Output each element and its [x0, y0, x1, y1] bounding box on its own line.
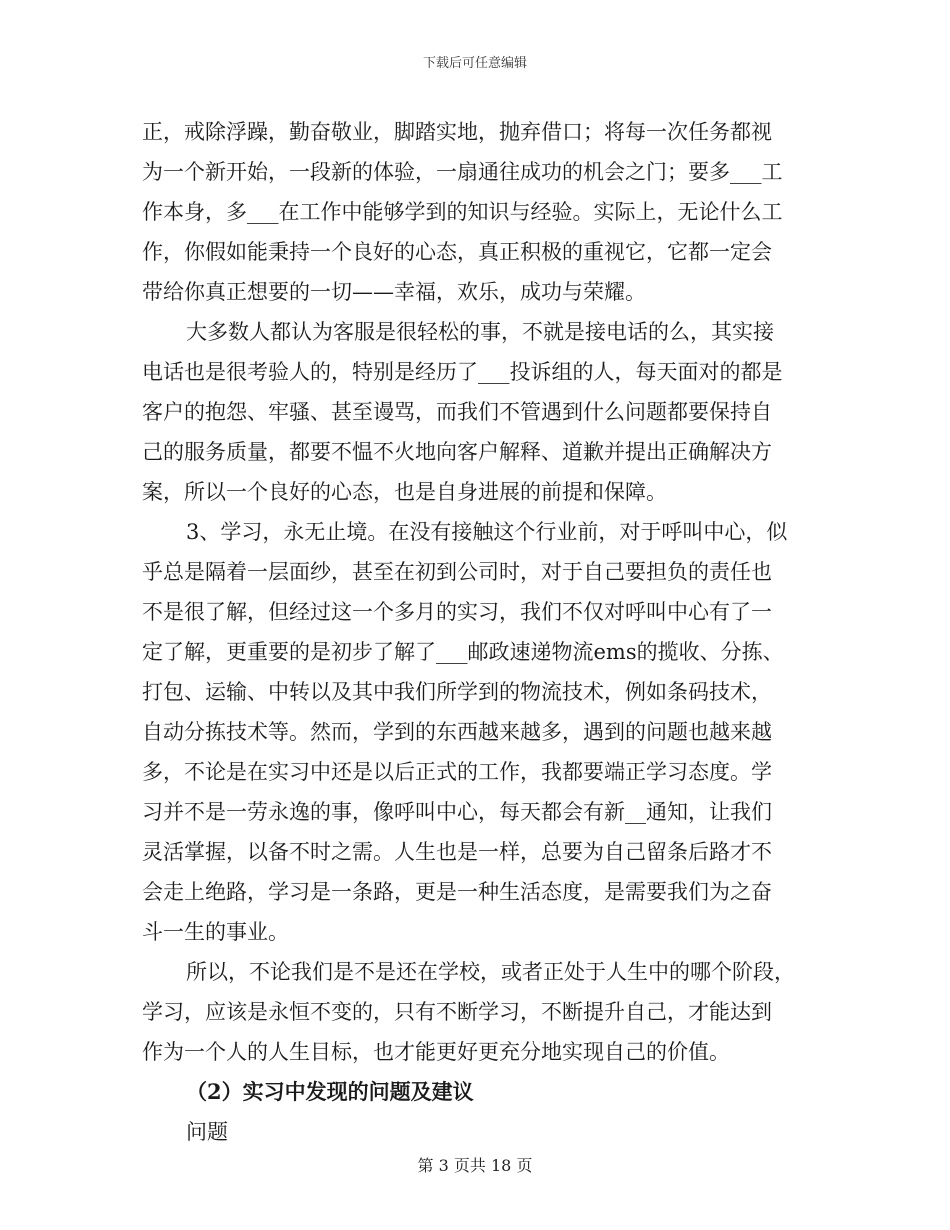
text-line: 作为一个人的人生目标，也才能更好更充分地实现自己的价值。 — [142, 1040, 730, 1064]
text-line: 不是很了解，但经过这一个多月的实习，我们不仅对呼叫中心有了一 — [142, 600, 772, 624]
text-line: 客户的抱怨、牢骚、甚至谩骂，而我们不管遇到什么问题都要保持自 — [142, 400, 772, 424]
document-body — [142, 112, 812, 1152]
text-line: 自动分拣技术等。然而，学到的东西越来越多，遇到的问题也越来越 — [142, 720, 772, 744]
text-line: 电话也是很考验人的，特别是经历了___投诉组的人，每天面对的都是 — [142, 360, 783, 384]
section-heading: （2）实习中发现的问题及建议 — [186, 1079, 474, 1104]
page-header: 下载后可任意编辑 — [422, 56, 527, 71]
text-line: 作，你假如能秉持一个良好的心态，真正积极的重视它，它都一定会 — [142, 240, 772, 264]
text-line: 正，戒除浮躁，勤奋敬业，脚踏实地，抛弃借口；将每一次任务都视 — [142, 120, 772, 144]
text-line: 乎总是隔着一层面纱，甚至在初到公司时，对于自己要担负的责任也 — [142, 560, 772, 584]
text-line: 案，所以一个良好的心态，也是自身进展的前提和保障。 — [142, 480, 667, 504]
text-line: 会走上绝路，学习是一条路，更是一种生活态度，是需要我们为之奋 — [142, 880, 772, 904]
page-number: 第 3 页共 18 页 — [417, 1156, 533, 1175]
text-line: 己的服务质量，都要不愠不火地向客户解释、道歉并提出正确解决方 — [142, 440, 772, 464]
text-line: 学习，应该是永恒不变的，只有不断学习，不断提升自己，才能达到 — [142, 1000, 772, 1024]
paragraph-start-line: 所以，不论我们是不是还在学校，或者正处于人生中的哪个阶段， — [186, 960, 795, 984]
text-line: 定了解，更重要的是初步了解了___邮政速递物流ems的揽收、分拣、 — [142, 640, 784, 664]
text-line: 斗一生的事业。 — [142, 920, 289, 944]
subsection-label: 问题 — [186, 1120, 228, 1144]
text-line: 灵活掌握，以备不时之需。人生也是一样，总要为自己留条后路才不 — [142, 840, 772, 864]
text-line: 作本身，多___在工作中能够学到的知识与经验。实际上，无论什么工 — [142, 200, 783, 224]
paragraph-start-line: 3、学习，永无止境。在没有接触这个行业前，对于呼叫中心，似 — [186, 520, 788, 544]
text-line: 为一个新开始，一段新的体验，一扇通往成功的机会之门；要多___工 — [142, 160, 783, 184]
text-line: 打包、运输、中转以及其中我们所学到的物流技术，例如条码技术， — [142, 680, 772, 704]
text-line: 带给你真正想要的一切——幸福，欢乐，成功与荣耀。 — [142, 280, 646, 304]
text-line: 习并不是一劳永逸的事，像呼叫中心，每天都会有新__通知，让我们 — [142, 800, 772, 824]
paragraph-start-line: 大多数人都认为客服是很轻松的事，不就是接电话的么，其实接 — [186, 320, 774, 344]
text-line: 多，不论是在实习中还是以后正式的工作，我都要端正学习态度。学 — [142, 760, 772, 784]
